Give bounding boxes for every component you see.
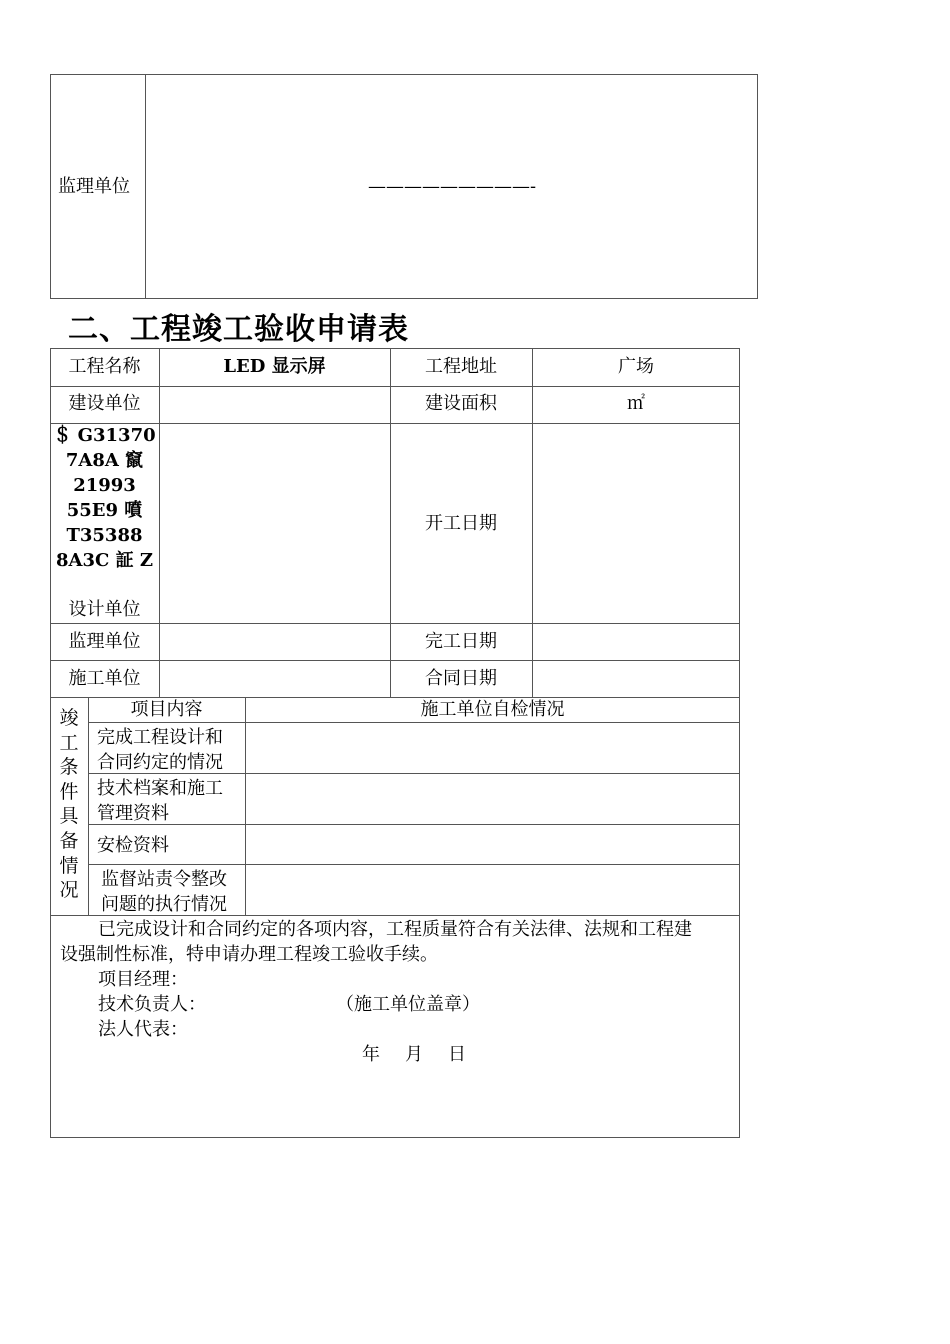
col-line xyxy=(88,697,89,915)
garbled-text-line: T35388 xyxy=(66,525,143,546)
date-month: 月 xyxy=(405,1044,423,1065)
condition-row-text: 管理资料 xyxy=(97,803,169,824)
project-name-label: 工程名称 xyxy=(68,356,141,377)
header-self-check: 施工单位自检情况 xyxy=(420,699,565,720)
project-manager-label: 项目经理： xyxy=(98,969,188,990)
start-date-label: 开工日期 xyxy=(425,513,497,534)
side-label-char: 件 xyxy=(59,780,79,803)
condition-row-text: 合同约定的情况 xyxy=(97,752,223,773)
condition-row-text: 安检资料 xyxy=(97,835,169,856)
legal-rep-label: 法人代表： xyxy=(98,1019,188,1040)
garbled-text-line: 8A3C 証 Z xyxy=(55,550,153,571)
project-address-value: 广场 xyxy=(618,356,654,377)
condition-row-text: 问题的执行情况 xyxy=(101,894,227,915)
top-table-label: 监理单位 xyxy=(58,176,130,197)
side-label-char: 备 xyxy=(59,829,79,852)
row-line xyxy=(88,722,740,723)
row-line xyxy=(50,386,740,387)
col-line xyxy=(245,697,246,915)
row-line xyxy=(50,697,740,698)
side-label-char: 况 xyxy=(59,879,79,902)
build-area-value: ㎡ xyxy=(627,393,645,414)
date-day: 日 xyxy=(448,1044,466,1065)
row-line xyxy=(88,864,740,865)
side-label-char: 条 xyxy=(59,756,79,779)
side-label-char: 竣 xyxy=(59,707,79,729)
condition-row-text: 完成工程设计和 xyxy=(97,727,223,748)
section-title: 二、工程竣工验收申请表 xyxy=(68,312,409,347)
side-label-char: 情 xyxy=(59,854,79,877)
design-unit-label: 设计单位 xyxy=(68,599,141,620)
project-address-label: 工程地址 xyxy=(425,356,497,377)
side-label-char: 具 xyxy=(59,805,79,828)
condition-row-text: 技术档案和施工 xyxy=(97,778,223,799)
contract-date-label: 合同日期 xyxy=(425,668,497,689)
col-line xyxy=(159,348,160,697)
builder-label: 建设单位 xyxy=(68,393,141,414)
row-line xyxy=(50,623,740,624)
top-table-value: —————————- xyxy=(367,176,537,197)
garbled-text-line: 55E9 噴 xyxy=(66,500,143,521)
construction-label: 施工单位 xyxy=(68,668,141,689)
seal-note: （施工单位盖章） xyxy=(336,994,480,1015)
declaration-line-1: 已完成设计和合同约定的各项内容，工程质量符合有关法律、法规和工程建 xyxy=(98,919,692,940)
row-line xyxy=(50,660,740,661)
declaration-line-2: 设强制性标准，特申请办理工程竣工验收手续。 xyxy=(60,944,438,965)
supervision-label: 监理单位 xyxy=(68,631,141,652)
project-name-value: LED 显示屏 xyxy=(223,356,326,377)
row-line xyxy=(50,423,740,424)
garbled-text-line: 21993 xyxy=(73,475,136,496)
condition-row-text: 监督站责令整改 xyxy=(101,869,227,890)
garbled-text-line: ＄ G31370 xyxy=(53,425,156,446)
side-label-char: 工 xyxy=(59,731,79,754)
completion-date-label: 完工日期 xyxy=(425,631,497,652)
garbled-text-line: 7A8A 竄 xyxy=(65,450,144,471)
header-item-content: 项目内容 xyxy=(130,699,203,720)
conditions-side-label xyxy=(56,706,82,903)
tech-lead-label: 技术负责人： xyxy=(98,994,206,1015)
build-area-label: 建设面积 xyxy=(425,393,497,414)
date-year: 年 xyxy=(362,1044,380,1065)
